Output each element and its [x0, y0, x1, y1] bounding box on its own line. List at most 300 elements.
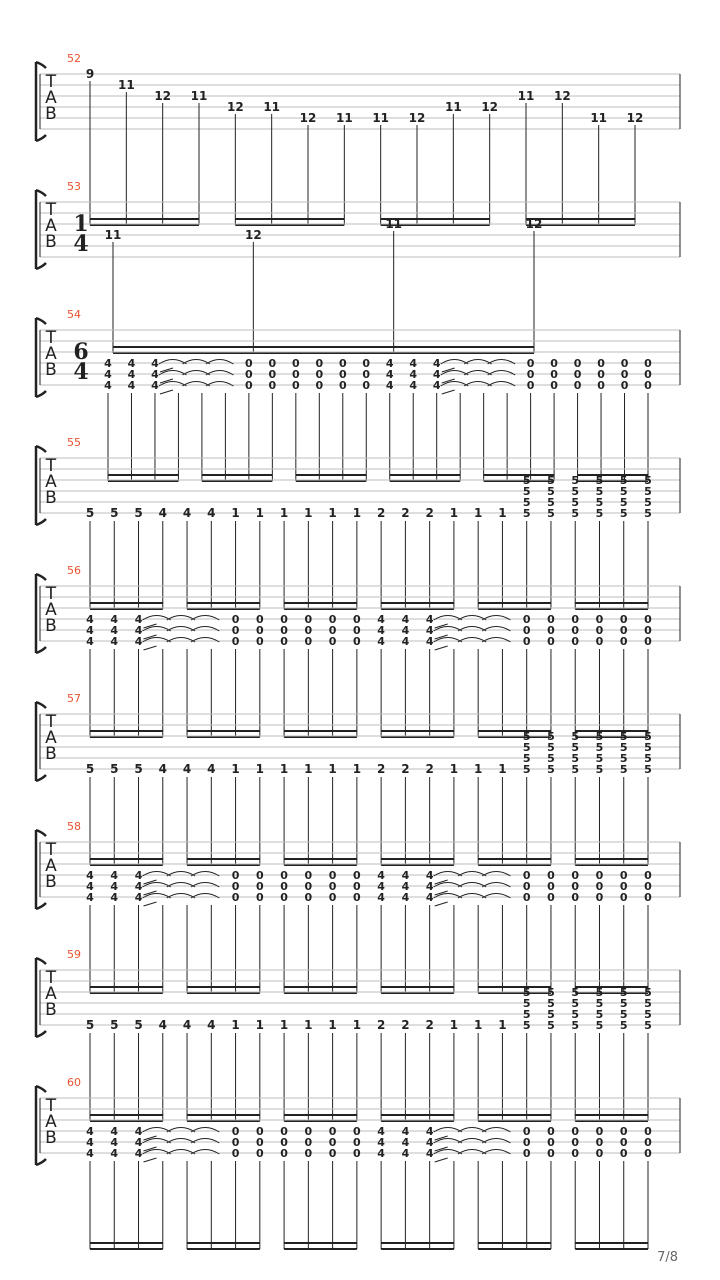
fret-number: 5	[571, 1019, 580, 1032]
fret-number: 4	[401, 1147, 410, 1160]
tab-clef-letter: T	[45, 840, 57, 860]
fret-number: 5	[571, 986, 580, 999]
beam	[187, 986, 260, 988]
fret-number: 11	[517, 89, 535, 103]
fret-number: 5	[644, 485, 652, 498]
fret-number: 4	[207, 762, 216, 776]
fret-number: 4	[134, 613, 143, 626]
fret-number: 5	[644, 1008, 652, 1021]
fret-number: 0	[231, 624, 240, 637]
fret-number: 4	[401, 635, 410, 648]
beam	[478, 1242, 551, 1244]
fret-number: 5	[547, 997, 555, 1010]
fret-number: 1	[231, 506, 240, 520]
beam	[484, 474, 554, 476]
fret-number: 0	[362, 368, 371, 381]
fret-number: 5	[595, 507, 604, 520]
beam	[90, 986, 163, 988]
fret-number: 5	[85, 506, 95, 520]
measure-number: 58	[67, 820, 81, 833]
fret-number: 1	[304, 506, 313, 520]
fret-number: 0	[231, 635, 240, 648]
beam	[90, 1248, 163, 1250]
fret-number: 0	[280, 891, 288, 904]
fret-number: 0	[280, 613, 288, 626]
fret-number: 0	[522, 891, 531, 904]
beam	[202, 474, 272, 476]
fret-number: 0	[280, 1136, 288, 1149]
fret-number: 1	[449, 762, 459, 776]
fret-number: 0	[328, 1125, 337, 1138]
beam	[478, 1114, 551, 1116]
fret-number: 4	[182, 506, 192, 520]
beam	[575, 1242, 648, 1244]
fret-number: 4	[377, 1136, 385, 1149]
fret-number: 5	[595, 1019, 604, 1032]
fret-number: 5	[595, 485, 604, 498]
fret-number: 4	[134, 891, 143, 904]
fret-number: 1	[328, 506, 337, 520]
fret-number: 0	[595, 635, 604, 648]
beam	[284, 730, 357, 732]
tab-system	[36, 1076, 680, 1250]
fret-number: 4	[377, 869, 385, 882]
fret-number: 5	[571, 496, 580, 509]
fret-number: 0	[619, 891, 628, 904]
fret-number: 0	[304, 624, 313, 637]
beam	[296, 474, 366, 476]
fret-number: 0	[328, 624, 337, 637]
fret-number: 5	[522, 1008, 531, 1021]
fret-number: 0	[644, 1125, 652, 1138]
beam	[187, 1248, 260, 1250]
fret-number: 0	[644, 891, 652, 904]
tab-system	[36, 820, 680, 994]
fret-number: 0	[304, 880, 313, 893]
fret-number: 5	[595, 730, 604, 743]
fret-number: 0	[571, 1136, 580, 1149]
fret-number: 0	[619, 1125, 628, 1138]
fret-number: 0	[304, 1147, 313, 1160]
fret-number: 0	[353, 1125, 361, 1138]
fret-number: 4	[127, 357, 136, 370]
beam	[90, 1242, 163, 1244]
fret-number: 0	[595, 880, 604, 893]
fret-number: 5	[619, 507, 628, 520]
fret-number: 5	[595, 986, 604, 999]
fret-number: 0	[522, 624, 531, 637]
fret-number: 0	[619, 613, 628, 626]
fret-number: 5	[547, 485, 555, 498]
beam	[187, 602, 260, 604]
beam	[113, 346, 534, 348]
fret-number: 12	[244, 228, 262, 242]
fret-number: 1	[255, 1018, 265, 1032]
fret-number: 0	[255, 1125, 264, 1138]
tab-system	[36, 52, 680, 226]
fret-number: 0	[619, 869, 628, 882]
beam	[284, 1242, 357, 1244]
tab-clef-letter: B	[45, 104, 57, 124]
fret-number: 4	[432, 357, 441, 370]
fret-number: 0	[547, 624, 555, 637]
fret-number: 4	[377, 635, 385, 648]
fret-number: 4	[151, 368, 159, 381]
fret-number: 0	[231, 1136, 240, 1149]
fret-number: 0	[644, 613, 652, 626]
fret-number: 1	[255, 762, 265, 776]
fret-number: 5	[547, 986, 555, 999]
fret-number: 5	[547, 741, 555, 754]
fret-number: 0	[328, 869, 337, 882]
fret-number: 1	[279, 762, 289, 776]
fret-number: 0	[644, 1147, 652, 1160]
fret-number: 5	[619, 986, 628, 999]
fret-number: 0	[619, 1147, 628, 1160]
fret-number: 1	[304, 762, 313, 776]
measure-number: 54	[67, 308, 81, 321]
fret-number: 2	[376, 506, 386, 520]
fret-number: 0	[550, 357, 558, 370]
beam	[478, 730, 551, 732]
tab-clef-letter: B	[45, 232, 57, 252]
time-signature-bottom: 4	[73, 359, 89, 385]
fret-number: 11	[372, 111, 390, 125]
beam	[381, 1248, 454, 1250]
fret-number: 0	[353, 613, 361, 626]
tab-clef-letter: T	[45, 328, 57, 348]
fret-number: 4	[104, 357, 112, 370]
fret-number: 4	[86, 1136, 94, 1149]
fret-number: 4	[110, 635, 119, 648]
fret-number: 0	[328, 635, 337, 648]
fret-number: 0	[547, 1136, 555, 1149]
fret-number: 0	[328, 613, 337, 626]
fret-number: 5	[595, 763, 604, 776]
fret-number: 5	[134, 762, 143, 776]
fret-number: 4	[377, 1125, 385, 1138]
tab-clef-letter: T	[45, 456, 57, 476]
fret-number: 4	[86, 1125, 94, 1138]
fret-number: 4	[86, 613, 94, 626]
fret-number: 5	[547, 474, 555, 487]
fret-number: 0	[619, 635, 628, 648]
slide-mark	[144, 902, 157, 906]
fret-number: 11	[385, 217, 403, 231]
fret-number: 2	[425, 762, 434, 776]
fret-number: 0	[573, 379, 582, 392]
tab-clef-letter: B	[45, 744, 57, 764]
fret-number: 0	[304, 891, 313, 904]
fret-number: 0	[550, 379, 558, 392]
beam	[187, 1114, 260, 1116]
fret-number: 0	[619, 624, 628, 637]
fret-number: 4	[182, 1018, 192, 1032]
fret-number: 0	[547, 613, 555, 626]
beam	[284, 986, 357, 988]
fret-number: 5	[522, 474, 531, 487]
fret-number: 4	[86, 880, 94, 893]
fret-number: 0	[644, 379, 652, 392]
beam	[381, 730, 454, 732]
fret-number: 0	[597, 379, 605, 392]
fret-number: 5	[110, 506, 119, 520]
tab-clef-letter: B	[45, 1000, 57, 1020]
fret-number: 4	[134, 1147, 143, 1160]
fret-number: 11	[117, 78, 135, 92]
fret-number: 0	[620, 357, 629, 370]
fret-number: 4	[134, 880, 143, 893]
fret-number: 12	[299, 111, 317, 125]
fret-number: 5	[644, 730, 652, 743]
measure-number: 52	[67, 52, 81, 65]
fret-number: 12	[553, 89, 571, 103]
beam	[578, 474, 648, 476]
fret-number: 11	[335, 111, 353, 125]
fret-number: 4	[134, 624, 143, 637]
fret-number: 5	[619, 997, 628, 1010]
fret-number: 5	[571, 752, 580, 765]
fret-number: 2	[425, 1018, 434, 1032]
fret-number: 1	[473, 762, 483, 776]
tab-clef-letter: B	[45, 872, 57, 892]
fret-number: 5	[522, 496, 531, 509]
fret-number: 4	[86, 869, 94, 882]
fret-number: 0	[353, 624, 361, 637]
fret-number: 4	[110, 880, 119, 893]
fret-number: 1	[328, 762, 337, 776]
fret-number: 5	[134, 506, 143, 520]
fret-number: 5	[571, 741, 580, 754]
fret-number: 5	[619, 474, 628, 487]
tab-clef-letter: T	[45, 1096, 57, 1116]
beam	[108, 474, 178, 476]
fret-number: 0	[255, 613, 264, 626]
fret-number: 0	[315, 379, 324, 392]
fret-number: 5	[522, 763, 531, 776]
fret-number: 5	[522, 741, 531, 754]
fret-number: 0	[644, 869, 652, 882]
fret-number: 1	[328, 1018, 337, 1032]
fret-number: 0	[595, 1125, 604, 1138]
fret-number: 5	[522, 507, 531, 520]
fret-number: 0	[620, 379, 629, 392]
beam	[90, 858, 163, 860]
fret-number: 11	[104, 228, 122, 242]
fret-number: 5	[595, 997, 604, 1010]
fret-number: 0	[245, 368, 253, 381]
fret-number: 4	[401, 624, 410, 637]
fret-number: 0	[304, 1125, 313, 1138]
fret-number: 0	[644, 880, 652, 893]
fret-number: 4	[104, 379, 112, 392]
fret-number: 4	[151, 357, 159, 370]
beam	[381, 858, 454, 860]
fret-number: 0	[304, 1136, 313, 1149]
fret-number: 4	[104, 368, 112, 381]
fret-number: 0	[268, 357, 277, 370]
fret-number: 0	[315, 357, 324, 370]
time-signature-top: 1	[73, 211, 89, 237]
fret-number: 5	[644, 763, 652, 776]
fret-number: 5	[522, 986, 531, 999]
fret-number: 1	[352, 1018, 362, 1032]
fret-number: 4	[377, 880, 385, 893]
fret-number: 4	[425, 1136, 434, 1149]
fret-number: 0	[644, 1136, 652, 1149]
fret-number: 0	[547, 869, 555, 882]
fret-number: 0	[597, 357, 605, 370]
fret-number: 5	[571, 730, 580, 743]
fret-number: 5	[547, 730, 555, 743]
fret-number: 5	[547, 496, 555, 509]
fret-number: 0	[328, 891, 337, 904]
fret-number: 2	[376, 1018, 386, 1032]
fret-number: 1	[473, 1018, 483, 1032]
fret-number: 2	[401, 762, 410, 776]
fret-number: 0	[255, 624, 264, 637]
fret-number: 0	[547, 1147, 555, 1160]
fret-number: 4	[425, 613, 434, 626]
tab-system	[36, 948, 680, 1122]
fret-number: 5	[644, 741, 652, 754]
fret-number: 0	[353, 1136, 361, 1149]
beam	[575, 730, 648, 732]
tab-clef-letter: A	[45, 344, 57, 364]
fret-number: 4	[110, 869, 119, 882]
fret-number: 4	[110, 1136, 119, 1149]
beam-group	[113, 231, 534, 354]
fret-number: 5	[110, 1018, 119, 1032]
tab-clef-letter: A	[45, 600, 57, 620]
fret-number: 0	[522, 1136, 531, 1149]
fret-number: 1	[231, 1018, 240, 1032]
fret-number: 5	[522, 997, 531, 1010]
beam	[90, 1114, 163, 1116]
fret-number: 1	[352, 762, 362, 776]
fret-number: 4	[158, 762, 167, 776]
fret-number: 0	[595, 869, 604, 882]
fret-number: 1	[279, 506, 289, 520]
fret-number: 0	[522, 869, 531, 882]
tab-clef-letter: A	[45, 472, 57, 492]
beam	[187, 1242, 260, 1244]
fret-number: 4	[409, 368, 418, 381]
fret-number: 0	[231, 1125, 240, 1138]
fret-number: 4	[158, 506, 167, 520]
fret-number: 0	[255, 880, 264, 893]
fret-number: 5	[644, 752, 652, 765]
fret-number: 4	[401, 613, 410, 626]
fret-number: 11	[190, 89, 208, 103]
fret-number: 5	[571, 485, 580, 498]
fret-number: 5	[619, 763, 628, 776]
fret-number: 0	[255, 1147, 264, 1160]
beam	[90, 602, 163, 604]
time-signature-bottom: 4	[73, 231, 89, 257]
fret-number: 0	[619, 1136, 628, 1149]
beam	[575, 602, 648, 604]
fret-number: 5	[619, 1008, 628, 1021]
fret-number: 5	[85, 762, 95, 776]
fret-number: 4	[425, 869, 434, 882]
fret-number: 4	[134, 869, 143, 882]
beam	[90, 218, 199, 220]
fret-number: 0	[595, 624, 604, 637]
fret-number: 0	[571, 1147, 580, 1160]
fret-number: 0	[280, 624, 288, 637]
fret-number: 4	[409, 379, 418, 392]
fret-number: 2	[401, 506, 410, 520]
fret-number: 5	[644, 1019, 652, 1032]
fret-number: 12	[226, 100, 244, 114]
fret-number: 0	[353, 1147, 361, 1160]
fret-number: 5	[547, 507, 555, 520]
fret-number: 0	[547, 891, 555, 904]
fret-number: 2	[425, 506, 434, 520]
fret-number: 11	[590, 111, 608, 125]
beam	[478, 602, 551, 604]
fret-number: 12	[525, 217, 543, 231]
fret-number: 0	[362, 357, 371, 370]
fret-number: 5	[571, 507, 580, 520]
fret-number: 0	[245, 357, 253, 370]
fret-number: 0	[291, 357, 300, 370]
beam	[575, 858, 648, 860]
fret-number: 0	[280, 1147, 288, 1160]
fret-number: 0	[255, 891, 264, 904]
fret-number: 4	[401, 891, 410, 904]
fret-number: 5	[85, 1018, 95, 1032]
slide-mark	[144, 646, 157, 650]
fret-number: 0	[255, 869, 264, 882]
fret-number: 12	[626, 111, 644, 125]
fret-number: 0	[644, 357, 652, 370]
fret-number: 0	[595, 613, 604, 626]
fret-number: 2	[376, 762, 386, 776]
tab-system	[36, 564, 680, 738]
fret-number: 5	[571, 1008, 580, 1021]
beam	[187, 858, 260, 860]
fret-number: 4	[134, 1125, 143, 1138]
fret-number: 0	[255, 1136, 264, 1149]
fret-number: 4	[110, 1125, 119, 1138]
fret-number: 0	[571, 613, 580, 626]
slide-mark	[435, 1158, 448, 1162]
fret-number: 5	[522, 730, 531, 743]
fret-number: 0	[571, 891, 580, 904]
fret-number: 0	[280, 635, 288, 648]
fret-number: 4	[86, 1147, 94, 1160]
tab-clef-letter: A	[45, 728, 57, 748]
fret-number: 4	[377, 1147, 385, 1160]
fret-number: 4	[425, 635, 434, 648]
measure-number: 60	[67, 1076, 81, 1089]
fret-number: 0	[328, 1136, 337, 1149]
fret-number: 0	[571, 869, 580, 882]
fret-number: 4	[432, 379, 441, 392]
beam	[390, 474, 460, 476]
beam	[381, 986, 454, 988]
fret-number: 4	[86, 624, 94, 637]
fret-number: 4	[127, 379, 136, 392]
fret-number: 0	[620, 368, 629, 381]
fret-number: 0	[595, 891, 604, 904]
beam	[235, 218, 344, 220]
tab-clef-letter: T	[45, 968, 57, 988]
fret-number: 0	[595, 1136, 604, 1149]
beam	[187, 730, 260, 732]
